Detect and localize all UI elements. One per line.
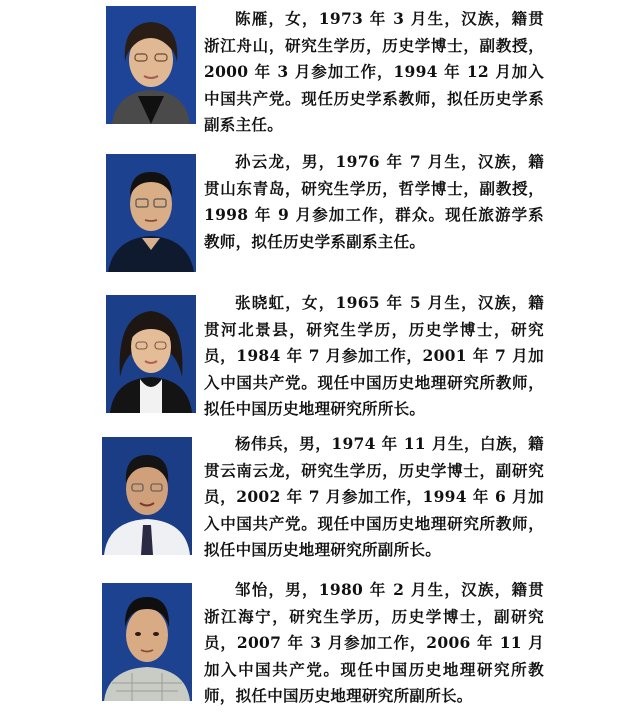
portrait-photo [106, 295, 196, 413]
portrait-photo [102, 583, 192, 701]
person-bio: 杨伟兵，男，1974 年 11 月生，白族，籍贯云南云龙，研究生学历，历史学博士，副研究员，2002 年 7 月参加工作，1994 年 6 月加入中国共产党。现任中国历史地理研究所教师，拟任中国历史地理研究所副所长。 [204, 434, 544, 559]
portrait-photo [102, 437, 192, 555]
portrait-photo [106, 6, 196, 124]
person-bio: 孙云龙，男，1976 年 7 月生，汉族，籍贯山东青岛，研究生学历，哲学博士，副教授，1998 年 9 月参加工作，群众。现任旅游学系教师，拟任历史学系副系主任。 [204, 152, 544, 251]
person-bio: 张晓虹，女，1965 年 5 月生，汉族，籍贯河北景县，研究生学历，历史学博士，研究员，1984 年 7 月参加工作，2001 年 7 月加入中国共产党。现任中国历史地理研究所教师，拟任中国历史地理研究所所长。 [204, 293, 544, 418]
person-bio: 陈雁，女，1973 年 3 月生，汉族，籍贯浙江舟山，研究生学历，历史学博士，副教授，2000 年 3 月参加工作，1994 年 12 月加入中国共产党。现任历史学系教师，拟任历史学系副系主任。 [204, 9, 544, 134]
portrait-photo [106, 154, 196, 272]
person-bio: 邹怡，男，1980 年 2 月生，汉族，籍贯浙江海宁，研究生学历，历史学博士，副研究员，2007 年 3 月参加工作，2006 年 11 月加入中国共产党。现任中国历史地理研究所教师，拟任中国历史地理研究所副所长。 [204, 580, 544, 705]
